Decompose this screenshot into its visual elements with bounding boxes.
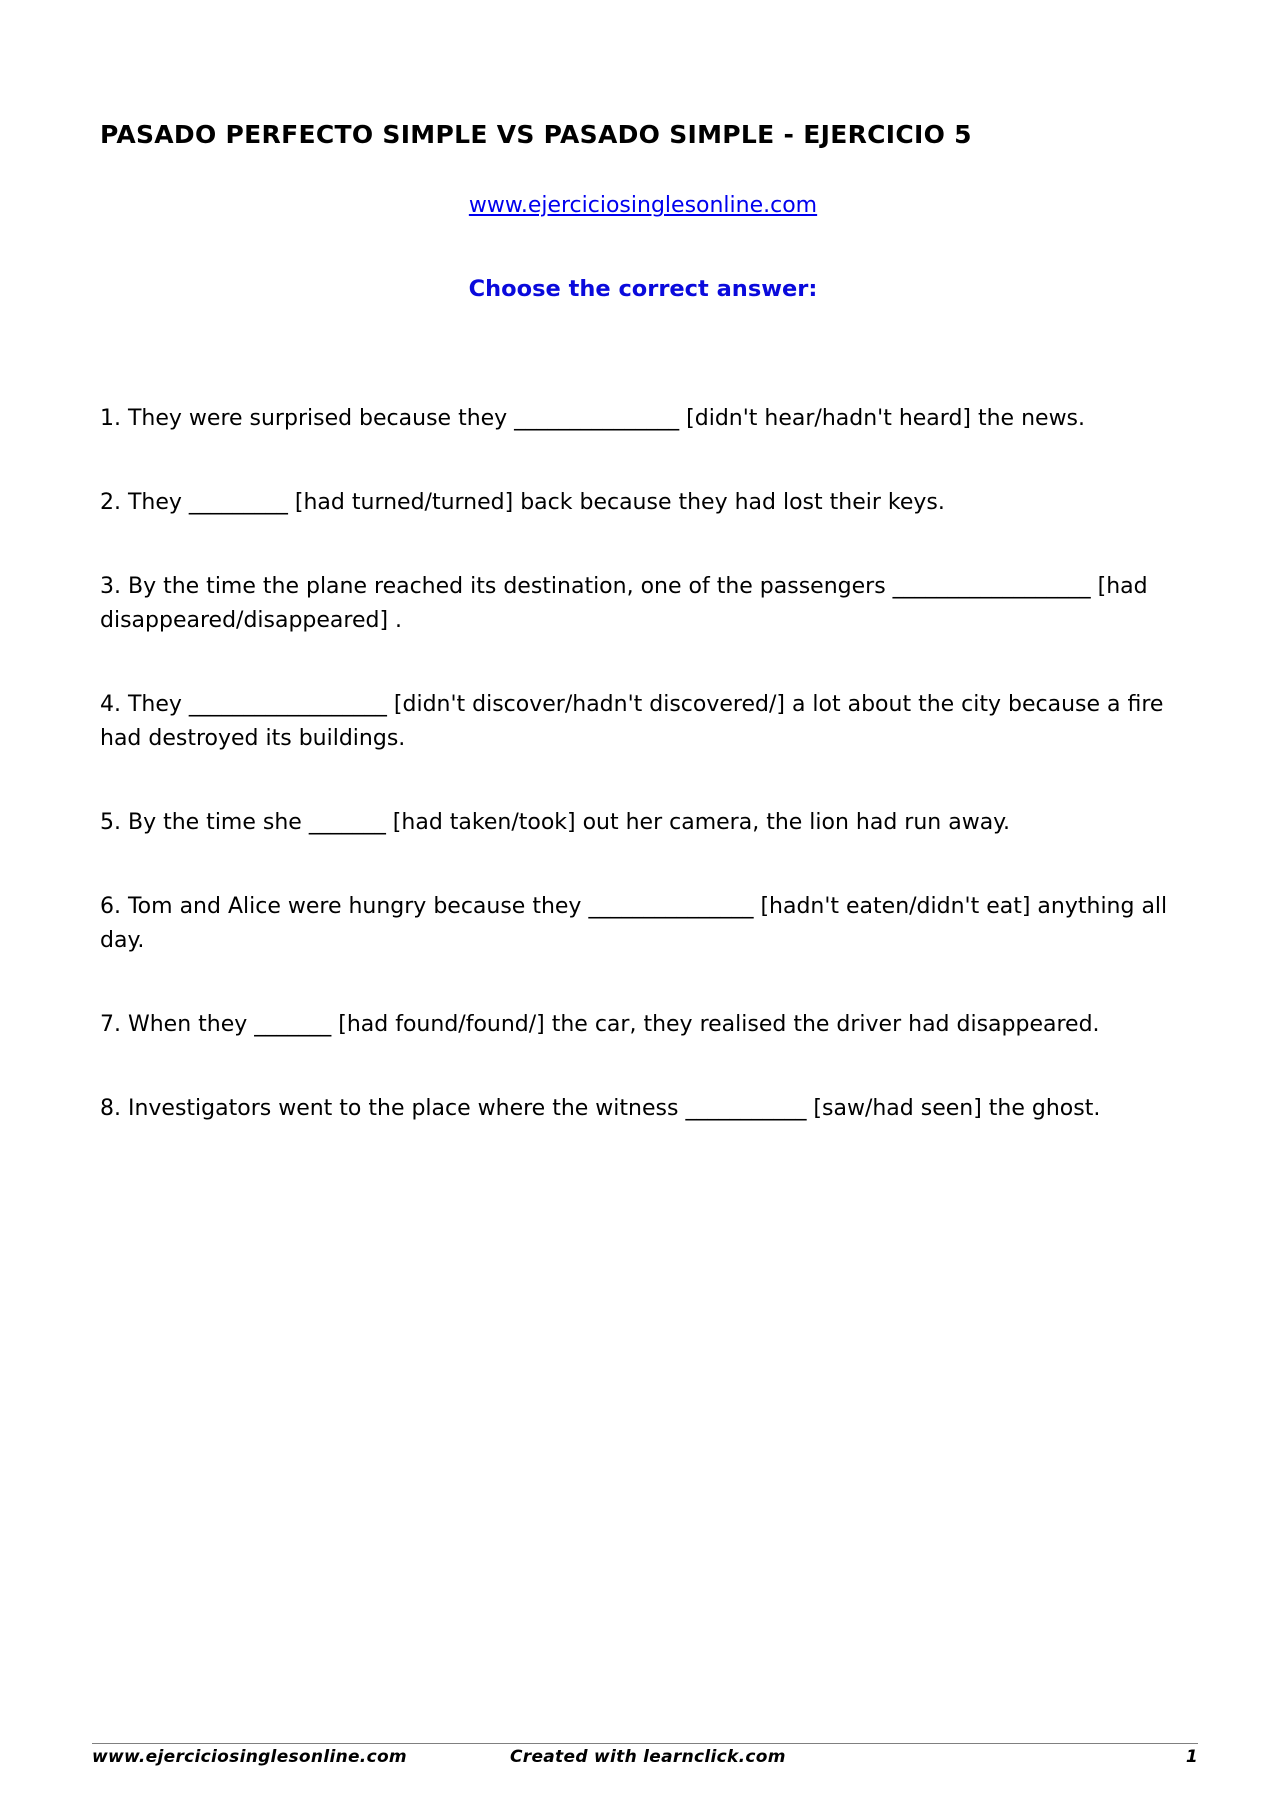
question-6: 6. Tom and Alice were hungry because they _______________ [hadn't eaten/didn't eat] anything all day. [100,894,1168,953]
site-link[interactable]: www.ejerciciosinglesonline.com [468,193,818,218]
question-1: 1. They were surprised because they _______________ [didn't hear/hadn't heard] the news. [100,406,1086,431]
question-list [100,402,1200,1176]
question-5: 5. By the time she _______ [had taken/took] out her camera, the lion had run away. [100,810,1011,835]
footer-credit: Created with learnclick.com [510,1747,786,1767]
instruction-heading: Choose the correct answer: [468,276,818,302]
question-3: 3. By the time the plane reached its destination, one of the passengers __________________ [had disappeared/disappeared] . [100,574,1148,633]
page-title: PASADO PERFECTO SIMPLE VS PASADO SIMPLE - EJERCICIO 5 [100,120,972,149]
question-7: 7. When they _______ [had found/found/] the car, they realised the driver had disappeared. [100,1012,1100,1037]
footer-page-number: 1 [1185,1747,1198,1767]
question-2: 2. They _________ [had turned/turned] back because they had lost their keys. [100,490,945,515]
question-4: 4. They __________________ [didn't discover/hadn't discovered/] a lot about the city because a fire had destroyed its buildings. [100,692,1164,751]
footer-site: www.ejerciciosinglesonline.com [92,1747,407,1767]
question-8: 8. Investigators went to the place where the witness ___________ [saw/had seen] the ghost. [100,1096,1101,1121]
footer-divider [92,1743,1198,1744]
